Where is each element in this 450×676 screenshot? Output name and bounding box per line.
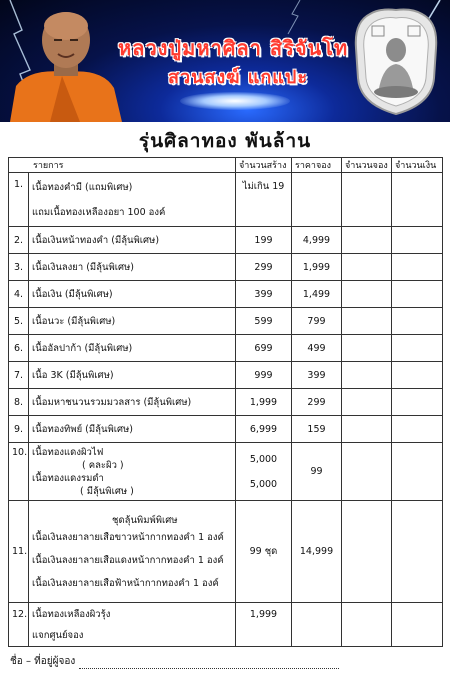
row-order-count[interactable]: [342, 416, 392, 443]
row-item-line: เนื้อทองคำมี (แถมพิเศษ): [32, 181, 133, 193]
table-row: [9, 603, 443, 647]
row-number: 7.: [9, 362, 29, 389]
row-quantity: 199: [236, 227, 292, 254]
row-amount[interactable]: [392, 308, 443, 335]
row-item: เนื้อเงินลงยา (มีลุ้นพิเศษ): [29, 254, 236, 281]
row-amount[interactable]: [392, 254, 443, 281]
row-item: เนื้อ 3K (มีลุ้นพิเศษ): [29, 362, 236, 389]
name-address-field[interactable]: [79, 658, 339, 669]
table-row: [9, 416, 443, 443]
row-number: 3.: [9, 254, 29, 281]
row-price: 499: [292, 335, 342, 362]
header-amount: จำนวนเงิน: [392, 158, 443, 173]
row-item: เนื้อเงิน (มีลุ้นพิเศษ): [29, 281, 236, 308]
row-order-count[interactable]: [342, 443, 392, 501]
row-item-heading: ชุดลุ้นพิมพ์พิเศษ: [112, 514, 178, 526]
row-price: 1,499: [292, 281, 342, 308]
row-amount[interactable]: [392, 501, 443, 603]
row-price: 799: [292, 308, 342, 335]
row-item-line: ( คละผิว ): [82, 459, 124, 471]
header-item: รายการ: [9, 158, 236, 173]
table-header-row: [9, 158, 443, 173]
row-number: 9.: [9, 416, 29, 443]
row-item-line: เนื้อทองแดงผิวไฟ: [32, 446, 104, 458]
row-item-line: เนื้อเงินลงยาลายเสือฟ้าหน้ากากทองคำ 1 องค์: [32, 577, 219, 589]
light-glow: [180, 92, 290, 110]
row-amount[interactable]: [392, 603, 443, 647]
row-order-count[interactable]: [342, 308, 392, 335]
table-row: [9, 362, 443, 389]
order-form: [0, 122, 450, 676]
row-item-line: เนื้อทองเหลืองผิวรุ้ง: [32, 608, 111, 620]
row-price: [292, 173, 342, 227]
row-item-line: เนื้อเงินลงยาลายเสือขาวหน้ากากทองคำ 1 องค์: [32, 531, 224, 543]
row-amount[interactable]: [392, 281, 443, 308]
row-item: เนื้ออัลปาก้า (มีลุ้นพิเศษ): [29, 335, 236, 362]
row-price: 99: [292, 443, 342, 501]
row-order-count[interactable]: [342, 335, 392, 362]
row-order-count[interactable]: [342, 254, 392, 281]
table-row: [9, 227, 443, 254]
row-price: 4,999: [292, 227, 342, 254]
row-quantity-line: 5,000: [249, 478, 278, 490]
row-item-line: แถมเนื้อทองเหลืองอยา 100 องค์: [32, 206, 166, 218]
row-number: 11.: [9, 501, 29, 603]
footer-name-address: [10, 654, 339, 669]
row-amount[interactable]: [392, 335, 443, 362]
row-number: 12.: [9, 603, 29, 647]
row-item: เนื้อทองทิพย์ (มีลุ้นพิเศษ): [29, 416, 236, 443]
table-row: [9, 501, 443, 603]
row-item: [29, 501, 236, 603]
row-quantity: 999: [236, 362, 292, 389]
row-item-line: แจกศูนย์จอง: [32, 629, 84, 641]
row-order-count[interactable]: [342, 362, 392, 389]
row-quantity: 599: [236, 308, 292, 335]
table-row: [9, 173, 443, 227]
row-price: 299: [292, 389, 342, 416]
table-row: [9, 389, 443, 416]
row-amount[interactable]: [392, 443, 443, 501]
table-row: [9, 443, 443, 501]
row-item: เนื้อนวะ (มีลุ้นพิเศษ): [29, 308, 236, 335]
row-item: [29, 173, 236, 227]
row-amount[interactable]: [392, 173, 443, 227]
row-item: [29, 443, 236, 501]
row-quantity: 699: [236, 335, 292, 362]
row-item-line: เนื้อเงินลงยาลายเสือแดงหน้ากากทองคำ 1 องค์: [32, 554, 224, 566]
row-item: เนื้อเงินหน้าทองคำ (มีลุ้นพิเศษ): [29, 227, 236, 254]
header-quantity: จำนวนสร้าง: [236, 158, 292, 173]
monk-portrait: [10, 6, 122, 122]
row-number: 10.: [9, 443, 29, 501]
row-number: 1.: [9, 173, 29, 227]
row-quantity: 99 ชุด: [236, 501, 292, 603]
order-table: [8, 157, 443, 647]
row-order-count[interactable]: [342, 227, 392, 254]
banner-title-line1: หลวงปู่มหาศิลา สิริจันโท: [118, 36, 349, 60]
row-price: 1,999: [292, 254, 342, 281]
row-price: 399: [292, 362, 342, 389]
row-number: 6.: [9, 335, 29, 362]
row-amount[interactable]: [392, 227, 443, 254]
row-quantity: 1,999: [236, 603, 292, 647]
table-row: [9, 308, 443, 335]
row-amount[interactable]: [392, 362, 443, 389]
row-amount[interactable]: [392, 389, 443, 416]
row-number: 5.: [9, 308, 29, 335]
banner-title-line2: สวนสงฆ์ แกแปะ: [168, 67, 308, 88]
row-item: เนื้อมหาชนวนรวมมวลสาร (มีลุ้นพิเศษ): [29, 389, 236, 416]
row-quantity: 299: [236, 254, 292, 281]
row-item-line: ( มีลุ้นพิเศษ ): [80, 485, 134, 497]
row-quantity: [236, 443, 292, 501]
row-order-count[interactable]: [342, 389, 392, 416]
row-amount[interactable]: [392, 416, 443, 443]
row-price: 159: [292, 416, 342, 443]
row-item-line: เนื้อทองแดงรมดำ: [32, 472, 104, 484]
row-quantity: ไม่เกิน 19: [236, 173, 292, 227]
row-order-count[interactable]: [342, 501, 392, 603]
row-item: [29, 603, 236, 647]
row-order-count[interactable]: [342, 173, 392, 227]
row-number: 2.: [9, 227, 29, 254]
row-price: [292, 603, 342, 647]
row-order-count[interactable]: [342, 281, 392, 308]
header-order-count: จำนวนจอง: [342, 158, 392, 173]
row-price: 14,999: [292, 501, 342, 603]
amulet-image: [352, 8, 440, 116]
header-price: ราคาจอง: [292, 158, 342, 173]
row-quantity: 1,999: [236, 389, 292, 416]
row-order-count[interactable]: [342, 603, 392, 647]
table-row: [9, 335, 443, 362]
header-banner: [0, 0, 450, 122]
row-quantity: 399: [236, 281, 292, 308]
table-row: [9, 254, 443, 281]
row-number: 8.: [9, 389, 29, 416]
row-quantity: 6,999: [236, 416, 292, 443]
row-number: 4.: [9, 281, 29, 308]
document-title: รุ่นศิลาทอง พันล้าน: [138, 130, 312, 152]
row-quantity-line: 5,000: [249, 453, 278, 465]
table-row: [9, 281, 443, 308]
footer-label: ชื่อ – ที่อยู่ผู้จอง: [10, 656, 76, 667]
